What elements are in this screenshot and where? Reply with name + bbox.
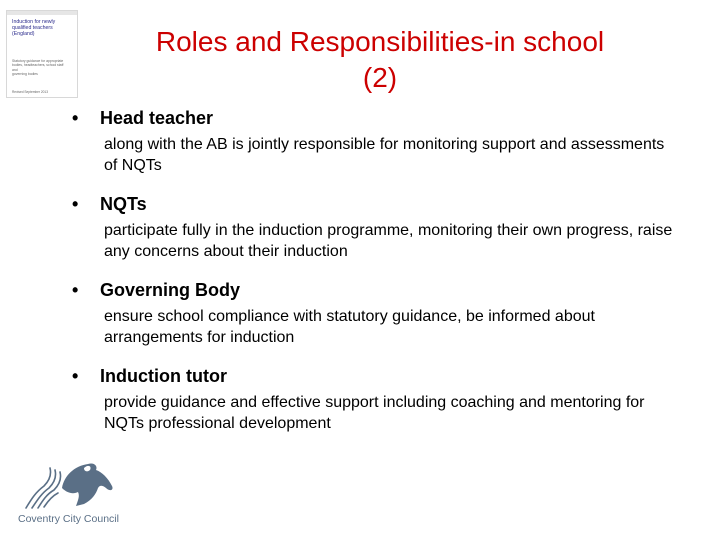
list-item-heading-row — [72, 278, 692, 302]
bullet-icon: • — [72, 280, 79, 300]
list-item-description: provide guidance and effective support including coaching and mentoring for NQTs professional development — [104, 394, 645, 432]
thumbnail-subtitle: Statutory guidance for appropriate bodies, headteachers, school staff and governing bodies — [12, 59, 64, 77]
coventry-city-council-logo — [8, 458, 168, 534]
list-item-heading: NQTs — [100, 194, 147, 214]
thumbnail-header-strip — [7, 11, 77, 15]
list-item-heading-row — [72, 106, 692, 130]
list-item — [72, 192, 692, 262]
thumbnail-footer: Revised September 2013 — [12, 90, 48, 94]
slide-title: Roles and Responsibilities-in school (2) — [155, 26, 605, 93]
list-item — [72, 364, 692, 434]
list-item-description: participate fully in the induction programme, monitoring their own progress, raise any concerns about their induction — [104, 222, 673, 260]
thumbnail-title: Induction for newly qualified teachers (England) — [12, 19, 56, 38]
bullet-icon: • — [72, 366, 79, 386]
guidance-document-thumbnail — [6, 10, 78, 98]
list-item — [72, 106, 692, 176]
council-name: Coventry City Council — [18, 513, 119, 525]
list-item — [72, 278, 692, 348]
bullet-icon: • — [72, 194, 79, 214]
list-item-heading: Head teacher — [100, 108, 214, 128]
list-item-description: along with the AB is jointly responsible for monitoring support and assessments of NQTs — [104, 136, 665, 174]
bullet-icon: • — [72, 108, 79, 128]
list-item-heading: Induction tutor — [100, 366, 227, 386]
list-item-heading: Governing Body — [100, 280, 241, 300]
horse-rider-logo-icon — [18, 458, 130, 512]
responsibilities-list — [72, 106, 692, 450]
list-item-description: ensure school compliance with statutory guidance, be informed about arrangements for induction — [104, 308, 595, 346]
list-item-heading-row — [72, 192, 692, 216]
list-item-heading-row — [72, 364, 692, 388]
